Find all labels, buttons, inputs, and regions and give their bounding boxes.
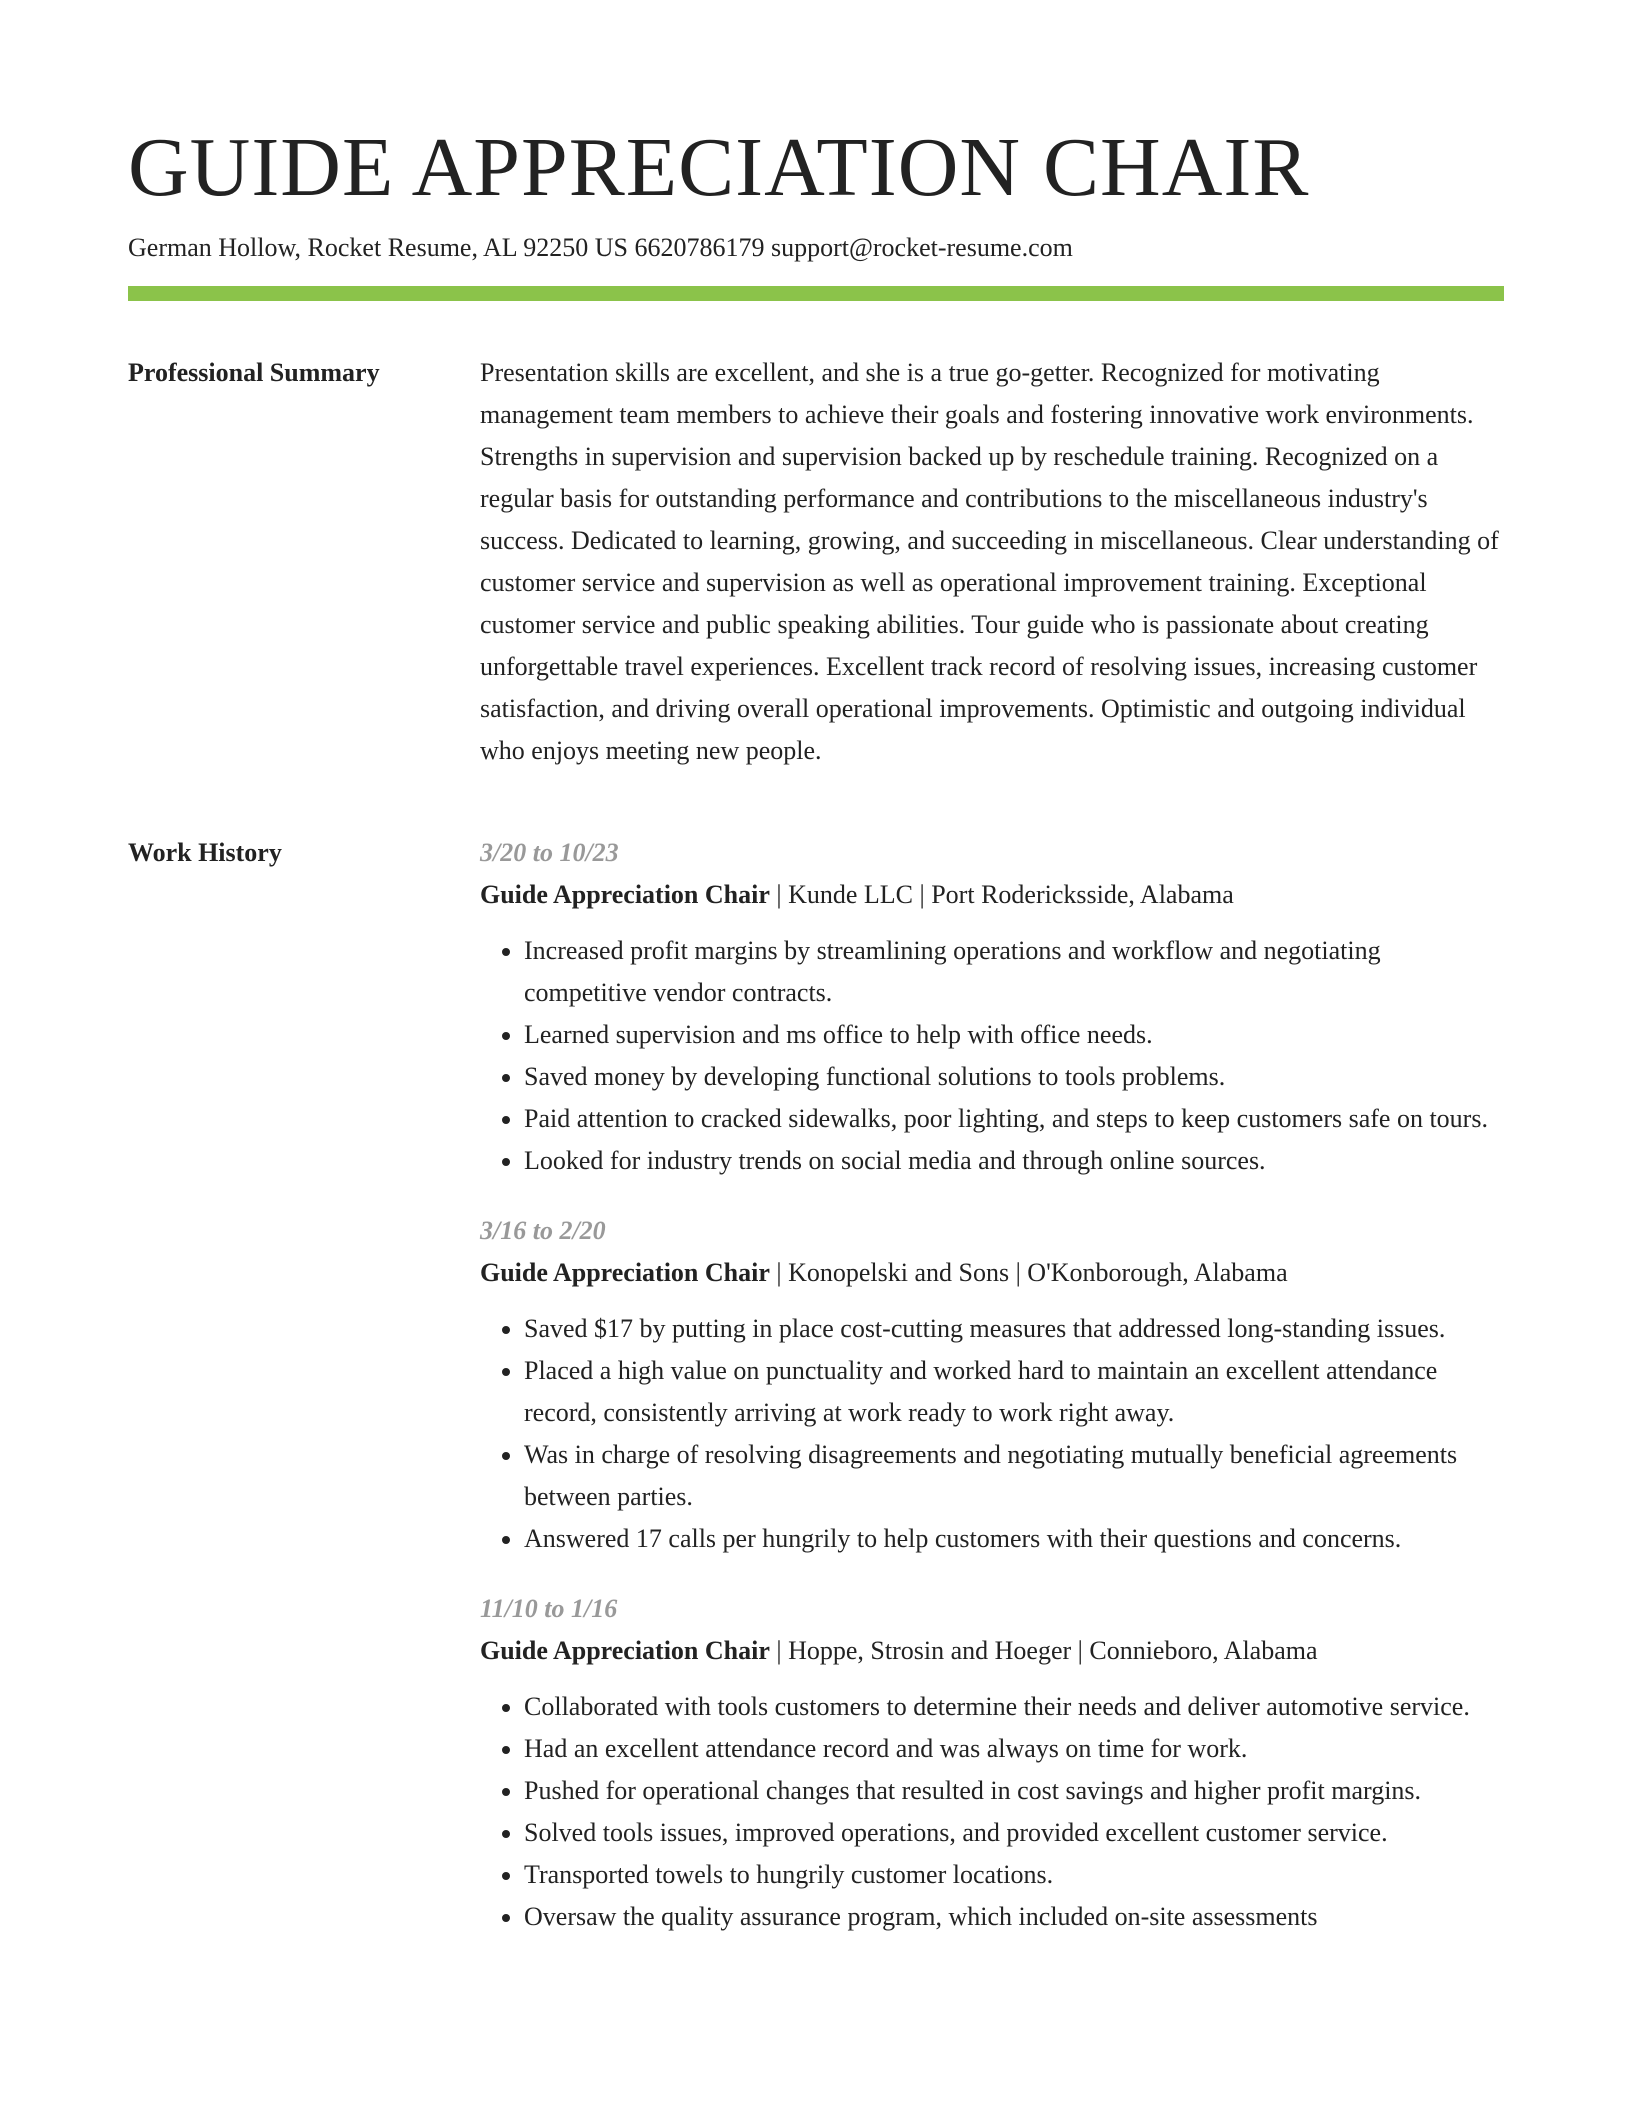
job-entry — [480, 1210, 1504, 1560]
job-title: Guide Appreciation Chair — [480, 1636, 770, 1665]
job-bullet: • Transported towels to hungrily customer locations. — [524, 1854, 1504, 1896]
job-bullet: • Solved tools issues, improved operations, and provided excellent customer service. — [524, 1812, 1504, 1854]
job-entry — [480, 832, 1504, 1182]
job-bullet: • Placed a high value on punctuality and worked hard to maintain an excellent attendance record, consistently arriving at work ready to work right away. — [524, 1350, 1504, 1434]
job-entry — [480, 1588, 1504, 1938]
job-bullets — [480, 1308, 1504, 1560]
job-bullet: • Looked for industry trends on social media and through online sources. — [524, 1140, 1504, 1182]
header-divider — [128, 286, 1504, 301]
job-bullet: • Saved money by developing functional solutions to tools problems. — [524, 1056, 1504, 1098]
job-title: Guide Appreciation Chair — [480, 1258, 770, 1287]
job-bullet: • Saved $17 by putting in place cost-cutting measures that addressed long-standing issues. — [524, 1308, 1504, 1350]
work-history-heading: Work History — [128, 838, 282, 867]
job-title: Guide Appreciation Chair — [480, 880, 770, 909]
job-details: | Kunde LLC | Port Rodericksside, Alabama — [769, 880, 1234, 909]
job-date: 11/10 to 1/16 — [480, 1594, 618, 1623]
job-bullets — [480, 1686, 1504, 1938]
summary-heading: Professional Summary — [128, 358, 380, 387]
job-bullet: • Paid attention to cracked sidewalks, poor lighting, and steps to keep customers safe on tours. — [524, 1098, 1504, 1140]
job-date: 3/16 to 2/20 — [480, 1216, 606, 1245]
job-details: | Hoppe, Strosin and Hoeger | Connieboro, Alabama — [769, 1636, 1318, 1665]
job-details: | Konopelski and Sons | O'Konborough, Alabama — [769, 1258, 1288, 1287]
summary-text: Presentation skills are excellent, and she is a true go-getter. Recognized for motivating management team members to achieve their goals and fostering innovative work environments. Strengths in supervision and supervision backed up by reschedule training. Recognized on a regular basis for outstanding performance and contributions to the miscellaneous industry's success. Dedicated to learning, growing, and succeeding in miscellaneous. Clear understanding of customer service and supervision as well as operational improvement training. Exceptional customer service and public speaking abilities. Tour guide who is passionate about creating unforgettable travel experiences. Excellent track record of resolving issues, increasing customer satisfaction, and driving overall operational improvements. Optimistic and outgoing individual who enjoys meeting new people. — [480, 358, 1499, 765]
job-bullet: • Was in charge of resolving disagreements and negotiating mutually beneficial agreements between parties. — [524, 1434, 1504, 1518]
job-bullet: • Answered 17 calls per hungrily to help customers with their questions and concerns. — [524, 1518, 1504, 1560]
job-bullet: • Oversaw the quality assurance program, which included on-site assessments — [524, 1896, 1504, 1938]
job-heading — [480, 1252, 1504, 1294]
contact-line: German Hollow, Rocket Resume, AL 92250 US 6620786179 support@rocket-resume.com — [128, 233, 1073, 262]
job-bullet: • Had an excellent attendance record and was always on time for work. — [524, 1728, 1504, 1770]
job-date: 3/20 to 10/23 — [480, 838, 619, 867]
job-bullet: • Increased profit margins by streamlining operations and workflow and negotiating competitive vendor contracts. — [524, 930, 1504, 1014]
job-heading — [480, 1630, 1504, 1672]
job-bullet: • Learned supervision and ms office to help with office needs. — [524, 1014, 1504, 1056]
job-heading — [480, 874, 1504, 916]
summary-body — [480, 352, 1504, 772]
resume-name: GUIDE APPRECIATION CHAIR — [128, 121, 1310, 214]
work-history-body — [480, 832, 1504, 1966]
job-bullet: • Collaborated with tools customers to determine their needs and deliver automotive service. — [524, 1686, 1504, 1728]
job-bullets — [480, 930, 1504, 1182]
job-bullet: • Pushed for operational changes that resulted in cost savings and higher profit margins. — [524, 1770, 1504, 1812]
